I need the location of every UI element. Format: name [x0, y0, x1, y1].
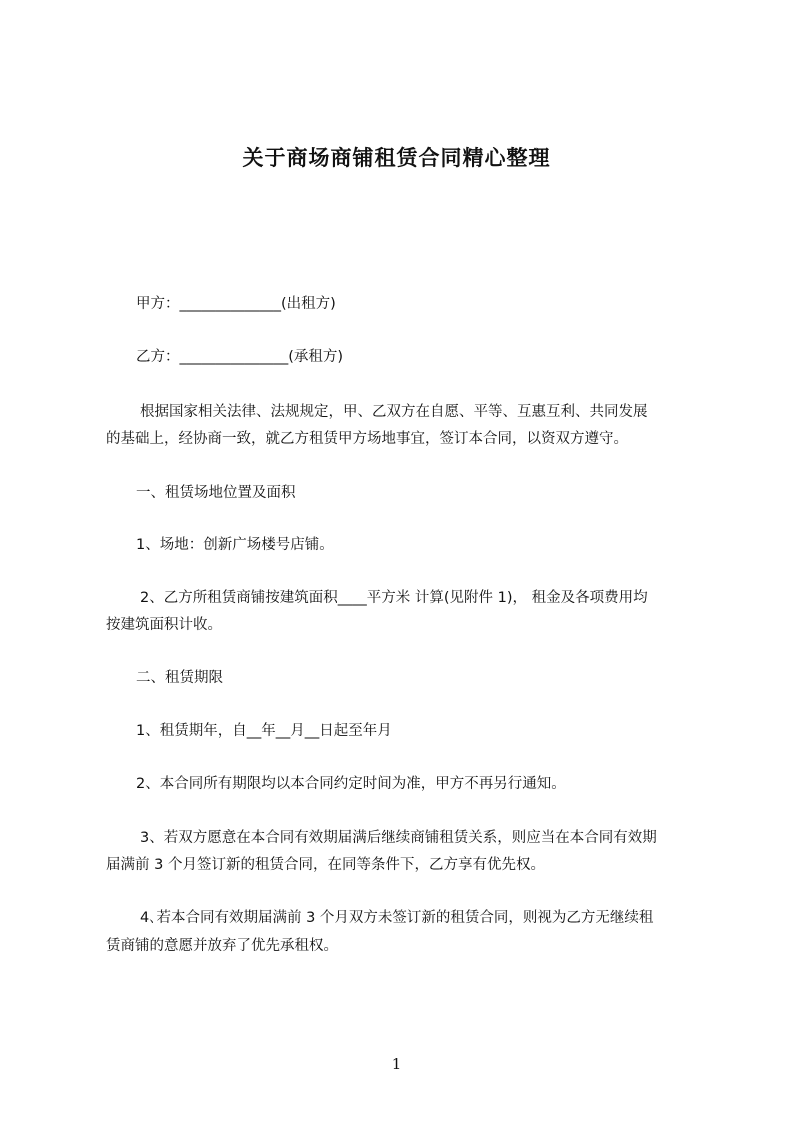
section-2-item-3-line-1: 3、若双方愿意在本合同有效期届满后继续商铺租赁关系，则应当在本合同有效期 [140, 830, 657, 846]
section-1-heading: 一、租赁场地位置及面积 [136, 485, 296, 501]
section-2-item-3-line-2: 届满前 3 个月签订新的租赁合同，在同等条件下，乙方享有优先权。 [106, 857, 545, 873]
section-2-item-4-line-1: 4､若本合同有效期届满前 3 个月双方未签订新的租赁合同，则视为乙方无继续租 [140, 910, 654, 926]
party-b-line: 乙方：_______________(承租方) [136, 349, 344, 365]
page-number: 1 [391, 1055, 402, 1073]
party-a-line: 甲方：______________(出租方) [136, 296, 336, 312]
section-1-item-2-line-2: 按建筑面积计收。 [106, 617, 222, 633]
section-1-item-1: 1、场地：创新广场楼号店铺。 [136, 537, 334, 553]
intro-line-2: 的基础上，经协商一致，就乙方租赁甲方场地事宜，签订本合同，以资双方遵守。 [106, 431, 628, 447]
intro-line-1: 根据国家相关法律、法规规定，甲、乙双方在自愿、平等、互惠互利、共同发展 [140, 404, 648, 420]
document-title: 关于商场商铺租赁合同精心整理 [242, 146, 551, 170]
section-2-item-4-line-2: 赁商铺的意愿并放弃了优先承租权。 [106, 938, 338, 954]
section-2-item-2: 2、本合同所有期限均以本合同约定时间为准，甲方不再另行通知。 [136, 776, 566, 792]
section-2-item-1: 1、租赁期年，自__年__月__日起至年月 [136, 723, 392, 739]
section-1-item-2-line-1: 2、乙方所租赁商铺按建筑面积____平方米 计算(见附件 1)， 租金及各项费用均 [140, 590, 648, 606]
section-2-heading: 二、租赁期限 [136, 670, 223, 686]
